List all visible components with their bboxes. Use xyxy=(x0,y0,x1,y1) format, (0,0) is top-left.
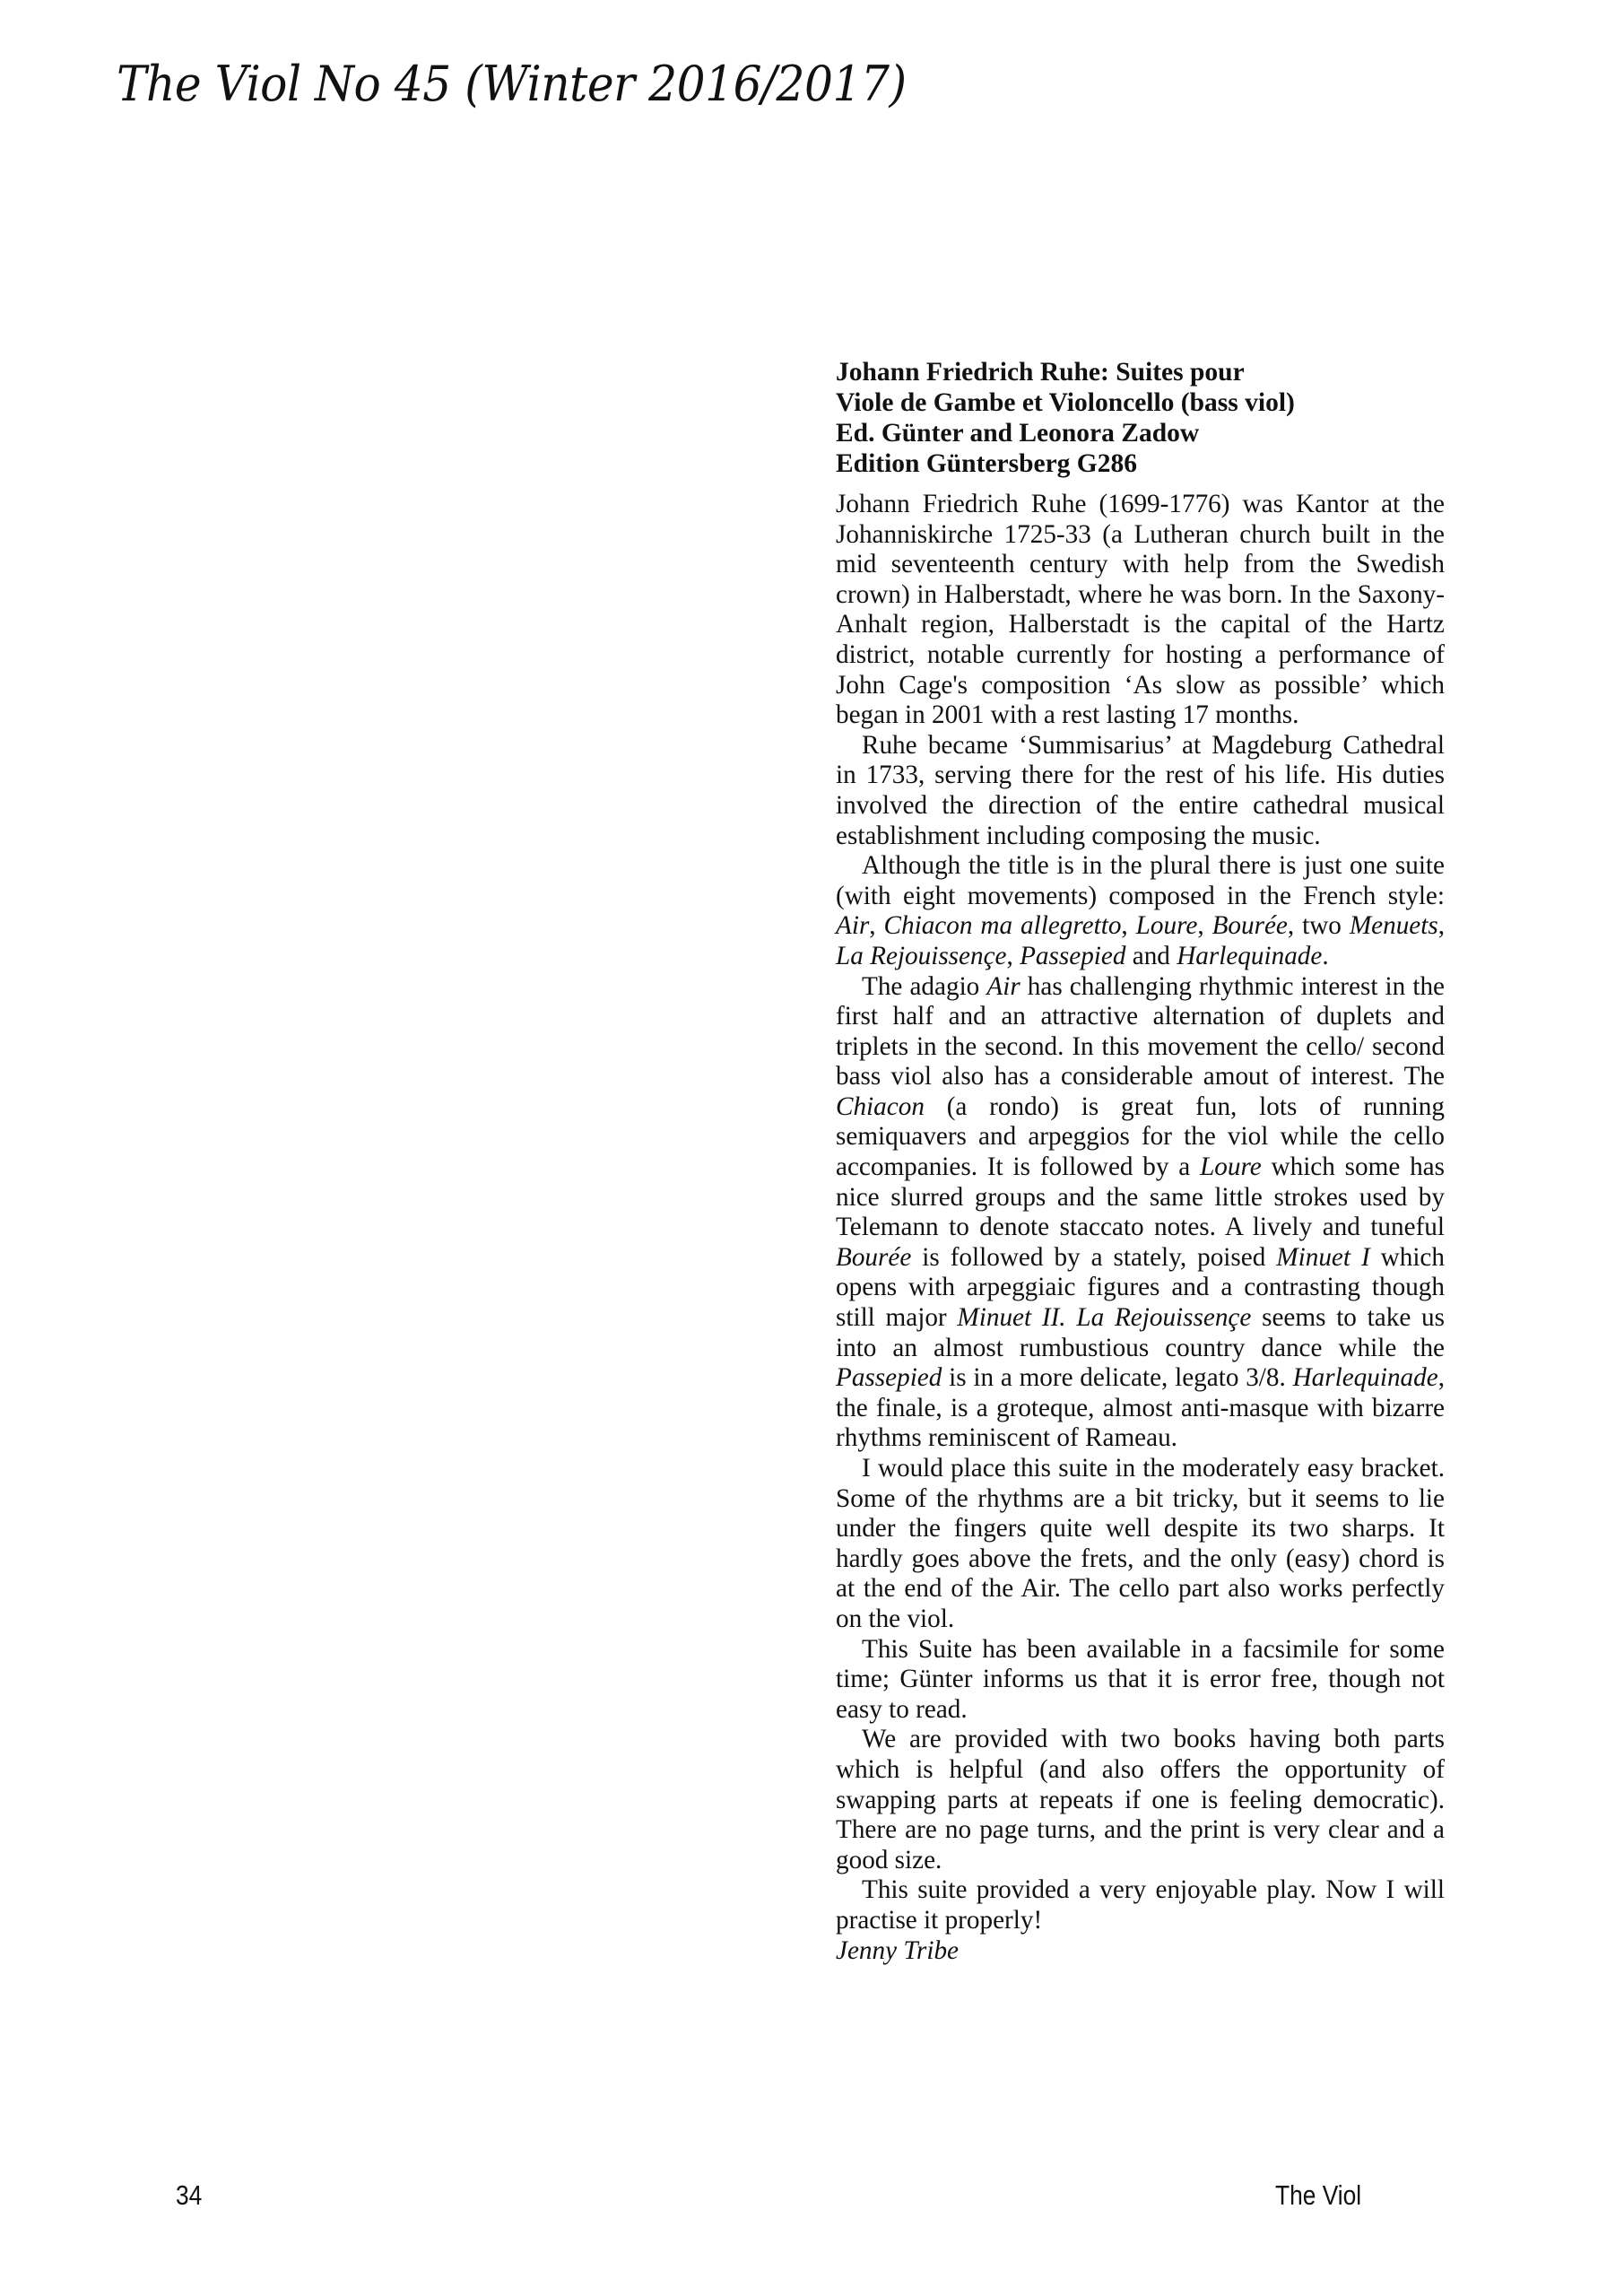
italic-title: Bourée xyxy=(1211,911,1288,941)
review-byline: Jenny Tribe xyxy=(836,1935,959,1965)
italic-title: Air xyxy=(836,911,870,941)
review-paragraph: I would place this suite in the moderately easy bracket. Some of the rhythms are a bit tricky, but it seems to lie under the fingers quite well despite its two sharps. It hardly goes above the frets, and the only (easy) chord is at the end of the Air. The cello part also works perfectly on the viol. xyxy=(836,1454,1445,1633)
review-paragraph: The adagio Air has challenging rhythmic interest in the first half and an attractive alternation of duplets and triplets in the second. In this movement the cello/ second bass viol also has a considerable amout of interest. The Chiacon (a rondo) is great fun, lots of running semiquavers and arpeggios for the viol while the cello accompanies. It is followed by a Loure which some has nice slurred groups and the same little strokes used by Telemann to denote staccato notes. A lively and tuneful Bourée is followed by a stately, poised Minuet I which opens with arpeggiaic figures and a contrasting though still major Minuet II. La Rejouissençe seems to take us into an almost rumbustious country dance while the Passepied is in a more delicate, legato 3/8. Harlequinade, the finale, is a groteque, almost anti-masque with bizarre rhythms reminiscent of Rameau. xyxy=(836,971,1446,1453)
review-paragraph: Johann Friedrich Ruhe (1699-1776) was Kantor at the Johanniskirche 1725-33 (a Lutheran church built in the mid seventeenth century with help from the Swedish crown) in Halberstadt, where he was born. In the Saxony-Anhalt region, Halberstadt is the capital of the Hartz district, notable currently for hosting a performance of John Cage's composition ‘As slow as possible’ which began in 2001 with a rest lasting 17 months. xyxy=(836,490,1445,730)
footer-journal-name: The Viol xyxy=(1274,2179,1361,2211)
review-article xyxy=(836,357,1445,1966)
page-number: 34 xyxy=(176,2179,203,2211)
review-heading-line-subtitle: Viole de Gambe et Violoncello (bass viol) xyxy=(836,388,1295,417)
italic-title: Chiacon xyxy=(836,1091,925,1121)
italic-title: Menuets xyxy=(1349,911,1438,941)
review-heading xyxy=(836,357,1445,479)
review-body xyxy=(836,490,1445,1966)
italic-title: Harlequinade xyxy=(1177,941,1323,970)
italic-title: Passepied xyxy=(1020,941,1126,970)
italic-title: Air xyxy=(986,971,1020,1001)
italic-title: Passepied xyxy=(836,1363,942,1393)
italic-title: Harlequinade xyxy=(1292,1363,1438,1393)
review-paragraph: Ruhe became ‘Summisarius’ at Magdeburg Cathedral in 1733, serving there for the rest of his life. His duties involved the direction of the entire cathedral musical establishment including composing the music. xyxy=(836,730,1445,850)
italic-title: La Rejouissençe xyxy=(836,941,1007,970)
review-heading-line-publisher: Edition Güntersberg G286 xyxy=(836,449,1137,478)
italic-title: Minuet I xyxy=(1276,1242,1370,1272)
review-heading-line-editors: Ed. Günter and Leonora Zadow xyxy=(836,419,1200,448)
running-header-title: The Viol No 45 (Winter 2016/2017) xyxy=(117,56,907,112)
review-paragraph: Although the title is in the plural there is just one suite (with eight movements) composed in the French style: Air, Chiacon ma allegretto, Loure, Bourée, two Menuets, La Rejouissençe, Passepied and Harlequinade. xyxy=(836,851,1446,970)
review-heading-line-title: Johann Friedrich Ruhe: Suites pour xyxy=(836,358,1245,387)
italic-title: Loure xyxy=(1200,1152,1262,1182)
review-paragraph: We are provided with two books having both parts which is helpful (and also offers the opportunity of swapping parts at repeats if one is feeling democratic). There are no page turns, and the print is very clear and a good size. xyxy=(836,1725,1445,1874)
italic-title: Bourée xyxy=(836,1242,912,1272)
review-paragraph: This suite provided a very enjoyable play. Now I will practise it properly! xyxy=(836,1875,1445,1935)
italic-title: Minuet II. La Rejouissençe xyxy=(957,1303,1252,1333)
italic-title: Chiacon ma allegretto xyxy=(883,911,1122,941)
review-paragraph: This Suite has been available in a facsimile for some time; Günter informs us that it is error free, though not easy to read. xyxy=(836,1634,1445,1724)
italic-title: Loure xyxy=(1135,911,1198,941)
